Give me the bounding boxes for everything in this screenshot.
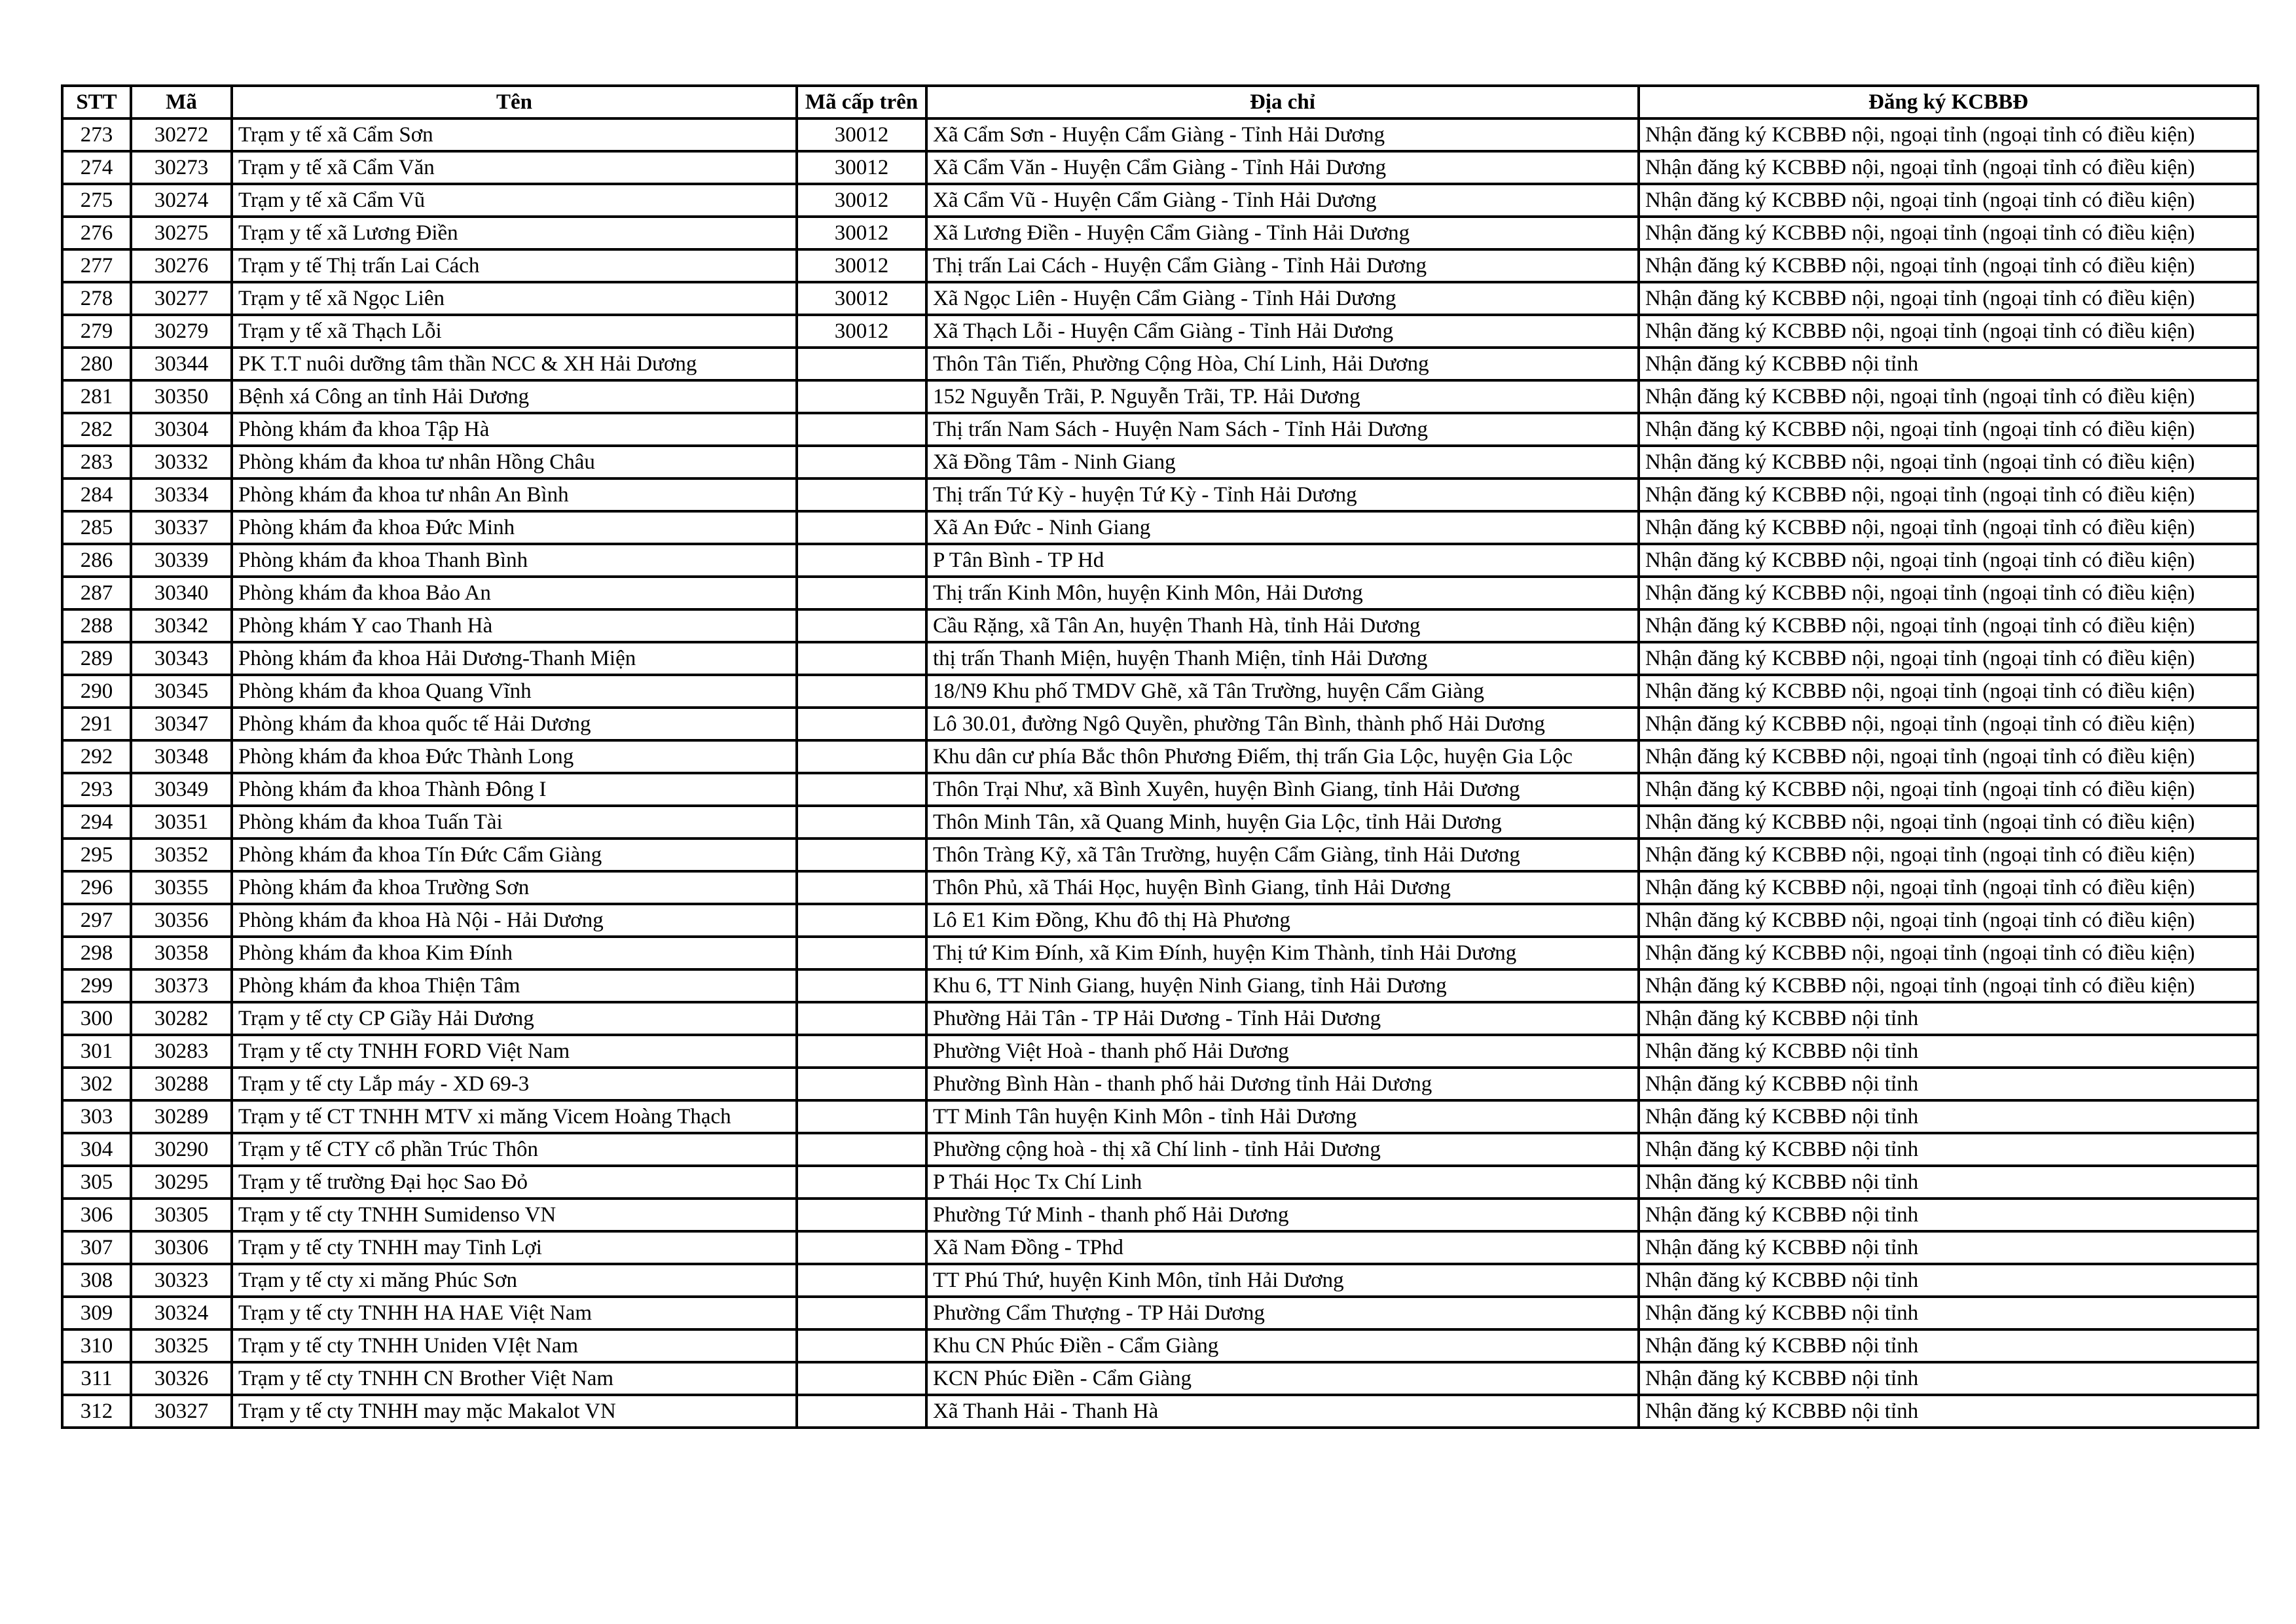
cell-stt: 281: [62, 380, 131, 413]
cell-stt: 286: [62, 544, 131, 577]
cell-dia-chi: Xã An Đức - Ninh Giang: [926, 511, 1639, 544]
cell-stt: 273: [62, 118, 131, 151]
cell-ma-cap-tren: 30012: [797, 249, 926, 282]
cell-dang-ky: Nhận đăng ký KCBBĐ nội, ngoại tỉnh (ngoại tỉnh có điều kiện): [1639, 380, 2258, 413]
cell-dang-ky: Nhận đăng ký KCBBĐ nội, ngoại tỉnh (ngoại tỉnh có điều kiện): [1639, 217, 2258, 249]
cell-dia-chi: Thị trấn Nam Sách - Huyện Nam Sách - Tỉnh Hải Dương: [926, 413, 1639, 446]
cell-stt: 293: [62, 773, 131, 806]
table-row: [62, 315, 2258, 348]
facility-table: [61, 84, 2259, 1429]
cell-stt: 279: [62, 315, 131, 348]
cell-stt: 287: [62, 577, 131, 609]
cell-dang-ky: Nhận đăng ký KCBBĐ nội, ngoại tỉnh (ngoại tỉnh có điều kiện): [1639, 184, 2258, 217]
cell-dang-ky: Nhận đăng ký KCBBĐ nội, ngoại tỉnh (ngoại tỉnh có điều kiện): [1639, 118, 2258, 151]
cell-ma: 30355: [131, 871, 232, 904]
cell-dang-ky: Nhận đăng ký KCBBĐ nội, ngoại tỉnh (ngoại tỉnh có điều kiện): [1639, 609, 2258, 642]
header-ma: Mã: [131, 86, 232, 118]
cell-dang-ky: Nhận đăng ký KCBBĐ nội tỉnh: [1639, 1199, 2258, 1231]
cell-stt: 296: [62, 871, 131, 904]
cell-stt: 292: [62, 740, 131, 773]
cell-ten: Trạm y tế cty TNHH HA HAE Việt Nam: [232, 1297, 797, 1329]
cell-dang-ky: Nhận đăng ký KCBBĐ nội, ngoại tỉnh (ngoại tỉnh có điều kiện): [1639, 871, 2258, 904]
cell-dia-chi: Phường Việt Hoà - thanh phố Hải Dương: [926, 1035, 1639, 1068]
cell-dia-chi: Xã Đồng Tâm - Ninh Giang: [926, 446, 1639, 478]
cell-dia-chi: Thị trấn Kinh Môn, huyện Kinh Môn, Hải Dương: [926, 577, 1639, 609]
table-row: [62, 1297, 2258, 1329]
cell-stt: 311: [62, 1362, 131, 1395]
cell-dang-ky: Nhận đăng ký KCBBĐ nội tỉnh: [1639, 1002, 2258, 1035]
cell-dang-ky: Nhận đăng ký KCBBĐ nội tỉnh: [1639, 1264, 2258, 1297]
cell-dang-ky: Nhận đăng ký KCBBĐ nội, ngoại tỉnh (ngoại tỉnh có điều kiện): [1639, 675, 2258, 708]
cell-dia-chi: Xã Nam Đồng - TPhd: [926, 1231, 1639, 1264]
cell-dang-ky: Nhận đăng ký KCBBĐ nội, ngoại tỉnh (ngoại tỉnh có điều kiện): [1639, 446, 2258, 478]
cell-ma-cap-tren: [797, 1362, 926, 1395]
cell-ten: Phòng khám đa khoa Kim Đính: [232, 937, 797, 969]
cell-ma-cap-tren: [797, 413, 926, 446]
cell-ten: Phòng khám đa khoa Thiện Tâm: [232, 969, 797, 1002]
cell-ma: 30288: [131, 1068, 232, 1100]
table-row: [62, 708, 2258, 740]
cell-ma: 30340: [131, 577, 232, 609]
table-row: [62, 282, 2258, 315]
cell-ma-cap-tren: [797, 773, 926, 806]
cell-ma: 30295: [131, 1166, 232, 1199]
table-row: [62, 773, 2258, 806]
cell-dia-chi: TT Phú Thứ, huyện Kinh Môn, tỉnh Hải Dương: [926, 1264, 1639, 1297]
table-row: [62, 511, 2258, 544]
cell-stt: 298: [62, 937, 131, 969]
table-row: [62, 675, 2258, 708]
cell-ma-cap-tren: [797, 1002, 926, 1035]
cell-ten: Phòng khám đa khoa Bảo An: [232, 577, 797, 609]
cell-dia-chi: Thị trấn Tứ Kỳ - huyện Tứ Kỳ - Tỉnh Hải Dương: [926, 478, 1639, 511]
cell-ten: Trạm y tế cty TNHH may Tinh Lợi: [232, 1231, 797, 1264]
cell-dang-ky: Nhận đăng ký KCBBĐ nội tỉnh: [1639, 1395, 2258, 1428]
cell-dia-chi: 152 Nguyễn Trãi, P. Nguyễn Trãi, TP. Hải Dương: [926, 380, 1639, 413]
cell-dia-chi: Lô E1 Kim Đồng, Khu đô thị Hà Phương: [926, 904, 1639, 937]
table-row: [62, 839, 2258, 871]
cell-dia-chi: Phường Tứ Minh - thanh phố Hải Dương: [926, 1199, 1639, 1231]
cell-stt: 285: [62, 511, 131, 544]
cell-ma-cap-tren: [797, 544, 926, 577]
cell-dang-ky: Nhận đăng ký KCBBĐ nội, ngoại tỉnh (ngoại tỉnh có điều kiện): [1639, 839, 2258, 871]
cell-stt: 301: [62, 1035, 131, 1068]
cell-dang-ky: Nhận đăng ký KCBBĐ nội, ngoại tỉnh (ngoại tỉnh có điều kiện): [1639, 642, 2258, 675]
cell-stt: 302: [62, 1068, 131, 1100]
cell-ten: Trạm y tế xã Cẩm Sơn: [232, 118, 797, 151]
table-row: [62, 478, 2258, 511]
cell-dang-ky: Nhận đăng ký KCBBĐ nội, ngoại tỉnh (ngoại tỉnh có điều kiện): [1639, 904, 2258, 937]
cell-ten: Phòng khám đa khoa Hải Dương-Thanh Miện: [232, 642, 797, 675]
cell-dia-chi: Lô 30.01, đường Ngô Quyền, phường Tân Bình, thành phố Hải Dương: [926, 708, 1639, 740]
cell-ma-cap-tren: [797, 1166, 926, 1199]
header-ma-cap-tren: Mã cấp trên: [797, 86, 926, 118]
cell-ten: Trạm y tế xã Cẩm Văn: [232, 151, 797, 184]
table-body: [62, 118, 2258, 1428]
table-row: [62, 118, 2258, 151]
cell-ma: 30358: [131, 937, 232, 969]
table-row: [62, 1199, 2258, 1231]
cell-dia-chi: Khu 6, TT Ninh Giang, huyện Ninh Giang, tỉnh Hải Dương: [926, 969, 1639, 1002]
cell-dang-ky: Nhận đăng ký KCBBĐ nội tỉnh: [1639, 1231, 2258, 1264]
cell-stt: 297: [62, 904, 131, 937]
cell-dang-ky: Nhận đăng ký KCBBĐ nội, ngoại tỉnh (ngoại tỉnh có điều kiện): [1639, 937, 2258, 969]
cell-dang-ky: Nhận đăng ký KCBBĐ nội, ngoại tỉnh (ngoại tỉnh có điều kiện): [1639, 544, 2258, 577]
table-row: [62, 871, 2258, 904]
cell-ten: Trạm y tế xã Thạch Lỗi: [232, 315, 797, 348]
table-row: [62, 217, 2258, 249]
cell-ma-cap-tren: [797, 675, 926, 708]
cell-ma-cap-tren: 30012: [797, 217, 926, 249]
cell-dia-chi: Xã Cẩm Vũ - Huyện Cẩm Giàng - Tỉnh Hải Dương: [926, 184, 1639, 217]
cell-ten: Trạm y tế cty TNHH CN Brother Việt Nam: [232, 1362, 797, 1395]
cell-ten: Bệnh xá Công an tỉnh Hải Dương: [232, 380, 797, 413]
cell-ten: Phòng khám đa khoa tư nhân Hồng Châu: [232, 446, 797, 478]
cell-stt: 289: [62, 642, 131, 675]
cell-ten: Trạm y tế cty TNHH Uniden VIệt Nam: [232, 1329, 797, 1362]
cell-ten: Phòng khám đa khoa Quang Vĩnh: [232, 675, 797, 708]
cell-ma-cap-tren: [797, 1264, 926, 1297]
cell-ma: 30351: [131, 806, 232, 839]
cell-dang-ky: Nhận đăng ký KCBBĐ nội tỉnh: [1639, 1133, 2258, 1166]
cell-ma: 30273: [131, 151, 232, 184]
cell-ma: 30282: [131, 1002, 232, 1035]
cell-ma: 30344: [131, 348, 232, 380]
cell-dia-chi: TT Minh Tân huyện Kinh Môn - tỉnh Hải Dương: [926, 1100, 1639, 1133]
cell-dang-ky: Nhận đăng ký KCBBĐ nội, ngoại tỉnh (ngoại tỉnh có điều kiện): [1639, 315, 2258, 348]
cell-ten: Phòng khám đa khoa Đức Minh: [232, 511, 797, 544]
cell-dia-chi: P Thái Học Tx Chí Linh: [926, 1166, 1639, 1199]
header-row: [62, 86, 2258, 118]
cell-stt: 310: [62, 1329, 131, 1362]
table-row: [62, 1231, 2258, 1264]
cell-dia-chi: Xã Thanh Hải - Thanh Hà: [926, 1395, 1639, 1428]
cell-ma-cap-tren: [797, 1297, 926, 1329]
cell-ma-cap-tren: [797, 904, 926, 937]
cell-ma-cap-tren: [797, 1199, 926, 1231]
cell-ten: Phòng khám đa khoa Tập Hà: [232, 413, 797, 446]
cell-dia-chi: Thôn Phủ, xã Thái Học, huyện Bình Giang, tỉnh Hải Dương: [926, 871, 1639, 904]
cell-dang-ky: Nhận đăng ký KCBBĐ nội, ngoại tỉnh (ngoại tỉnh có điều kiện): [1639, 773, 2258, 806]
cell-stt: 282: [62, 413, 131, 446]
cell-ma-cap-tren: [797, 1395, 926, 1428]
cell-ten: Phòng khám đa khoa Thành Đông I: [232, 773, 797, 806]
cell-stt: 309: [62, 1297, 131, 1329]
cell-stt: 303: [62, 1100, 131, 1133]
cell-dang-ky: Nhận đăng ký KCBBĐ nội tỉnh: [1639, 1329, 2258, 1362]
cell-stt: 283: [62, 446, 131, 478]
cell-ma: 30277: [131, 282, 232, 315]
cell-dang-ky: Nhận đăng ký KCBBĐ nội, ngoại tỉnh (ngoại tỉnh có điều kiện): [1639, 413, 2258, 446]
cell-ma: 30342: [131, 609, 232, 642]
cell-dia-chi: Thị trấn Lai Cách - Huyện Cẩm Giàng - Tỉnh Hải Dương: [926, 249, 1639, 282]
cell-ma: 30347: [131, 708, 232, 740]
cell-ma-cap-tren: 30012: [797, 315, 926, 348]
cell-ma-cap-tren: [797, 511, 926, 544]
table-row: [62, 1035, 2258, 1068]
cell-ma: 30272: [131, 118, 232, 151]
cell-ma-cap-tren: [797, 1068, 926, 1100]
cell-ma: 30348: [131, 740, 232, 773]
cell-stt: 284: [62, 478, 131, 511]
cell-ma: 30324: [131, 1297, 232, 1329]
cell-stt: 305: [62, 1166, 131, 1199]
cell-ten: Phòng khám đa khoa Thanh Bình: [232, 544, 797, 577]
cell-ten: Trạm y tế cty TNHH may mặc Makalot VN: [232, 1395, 797, 1428]
cell-ten: Trạm y tế xã Lương Điền: [232, 217, 797, 249]
cell-dia-chi: Xã Cẩm Sơn - Huyện Cẩm Giàng - Tỉnh Hải Dương: [926, 118, 1639, 151]
cell-dang-ky: Nhận đăng ký KCBBĐ nội, ngoại tỉnh (ngoại tỉnh có điều kiện): [1639, 969, 2258, 1002]
cell-ma: 30339: [131, 544, 232, 577]
table-row: [62, 1002, 2258, 1035]
cell-dang-ky: Nhận đăng ký KCBBĐ nội tỉnh: [1639, 1166, 2258, 1199]
table-row: [62, 446, 2258, 478]
cell-ma-cap-tren: 30012: [797, 151, 926, 184]
cell-ma-cap-tren: [797, 478, 926, 511]
cell-ten: Trạm y tế cty xi măng Phúc Sơn: [232, 1264, 797, 1297]
table-row: [62, 1264, 2258, 1297]
cell-stt: 295: [62, 839, 131, 871]
cell-dang-ky: Nhận đăng ký KCBBĐ nội, ngoại tỉnh (ngoại tỉnh có điều kiện): [1639, 249, 2258, 282]
table-row: [62, 609, 2258, 642]
cell-dang-ky: Nhận đăng ký KCBBĐ nội tỉnh: [1639, 1068, 2258, 1100]
cell-dang-ky: Nhận đăng ký KCBBĐ nội tỉnh: [1639, 348, 2258, 380]
cell-dang-ky: Nhận đăng ký KCBBĐ nội tỉnh: [1639, 1297, 2258, 1329]
cell-ma-cap-tren: [797, 348, 926, 380]
cell-ten: PK T.T nuôi dưỡng tâm thần NCC & XH Hải Dương: [232, 348, 797, 380]
table-row: [62, 544, 2258, 577]
cell-dia-chi: Phường cộng hoà - thị xã Chí linh - tỉnh Hải Dương: [926, 1133, 1639, 1166]
cell-ten: Phòng khám đa khoa Trường Sơn: [232, 871, 797, 904]
cell-ma-cap-tren: [797, 1133, 926, 1166]
cell-ma-cap-tren: [797, 1329, 926, 1362]
cell-dia-chi: Thôn Minh Tân, xã Quang Minh, huyện Gia Lộc, tỉnh Hải Dương: [926, 806, 1639, 839]
table-row: [62, 904, 2258, 937]
cell-ma-cap-tren: [797, 708, 926, 740]
table-row: [62, 1329, 2258, 1362]
cell-dia-chi: Xã Lương Điền - Huyện Cẩm Giàng - Tỉnh Hải Dương: [926, 217, 1639, 249]
cell-ten: Trạm y tế trường Đại học Sao Đỏ: [232, 1166, 797, 1199]
cell-ma: 30334: [131, 478, 232, 511]
cell-ten: Trạm y tế xã Ngọc Liên: [232, 282, 797, 315]
cell-dang-ky: Nhận đăng ký KCBBĐ nội tỉnh: [1639, 1100, 2258, 1133]
cell-dang-ky: Nhận đăng ký KCBBĐ nội, ngoại tỉnh (ngoại tỉnh có điều kiện): [1639, 740, 2258, 773]
cell-ten: Phòng khám đa khoa Tuấn Tài: [232, 806, 797, 839]
table-row: [62, 249, 2258, 282]
cell-dia-chi: Thôn Tân Tiến, Phường Cộng Hòa, Chí Linh, Hải Dương: [926, 348, 1639, 380]
cell-ma: 30323: [131, 1264, 232, 1297]
cell-stt: 277: [62, 249, 131, 282]
cell-ma-cap-tren: [797, 1100, 926, 1133]
cell-ten: Trạm y tế xã Cẩm Vũ: [232, 184, 797, 217]
cell-stt: 290: [62, 675, 131, 708]
cell-ma: 30326: [131, 1362, 232, 1395]
cell-stt: 307: [62, 1231, 131, 1264]
table-row: [62, 806, 2258, 839]
cell-ma: 30337: [131, 511, 232, 544]
cell-ten: Phòng khám đa khoa Hà Nội - Hải Dương: [232, 904, 797, 937]
cell-ma: 30305: [131, 1199, 232, 1231]
cell-stt: 300: [62, 1002, 131, 1035]
cell-ma: 30283: [131, 1035, 232, 1068]
cell-stt: 291: [62, 708, 131, 740]
table-row: [62, 1166, 2258, 1199]
cell-ma: 30332: [131, 446, 232, 478]
cell-ten: Phòng khám đa khoa Đức Thành Long: [232, 740, 797, 773]
cell-ma: 30349: [131, 773, 232, 806]
cell-stt: 280: [62, 348, 131, 380]
cell-ma-cap-tren: [797, 969, 926, 1002]
cell-ma-cap-tren: [797, 1231, 926, 1264]
cell-ten: Phòng khám Y cao Thanh Hà: [232, 609, 797, 642]
table-row: [62, 380, 2258, 413]
table-row: [62, 1133, 2258, 1166]
cell-stt: 312: [62, 1395, 131, 1428]
table-row: [62, 1068, 2258, 1100]
cell-dia-chi: Thị tứ Kim Đính, xã Kim Đính, huyện Kim Thành, tỉnh Hải Dương: [926, 937, 1639, 969]
header-ten: Tên: [232, 86, 797, 118]
cell-ten: Trạm y tế CTY cổ phần Trúc Thôn: [232, 1133, 797, 1166]
cell-dia-chi: Xã Ngọc Liên - Huyện Cẩm Giàng - Tỉnh Hải Dương: [926, 282, 1639, 315]
cell-stt: 304: [62, 1133, 131, 1166]
cell-dia-chi: Thôn Trại Như, xã Bình Xuyên, huyện Bình Giang, tỉnh Hải Dương: [926, 773, 1639, 806]
cell-stt: 299: [62, 969, 131, 1002]
cell-ma-cap-tren: [797, 1035, 926, 1068]
cell-dang-ky: Nhận đăng ký KCBBĐ nội, ngoại tỉnh (ngoại tỉnh có điều kiện): [1639, 577, 2258, 609]
table-row: [62, 740, 2258, 773]
cell-dia-chi: Khu CN Phúc Điền - Cẩm Giàng: [926, 1329, 1639, 1362]
table-row: [62, 969, 2258, 1002]
cell-dia-chi: Xã Cẩm Văn - Huyện Cẩm Giàng - Tỉnh Hải Dương: [926, 151, 1639, 184]
table-row: [62, 1100, 2258, 1133]
header-dang-ky: Đăng ký KCBBĐ: [1639, 86, 2258, 118]
cell-ma: 30306: [131, 1231, 232, 1264]
cell-ma: 30352: [131, 839, 232, 871]
cell-stt: 306: [62, 1199, 131, 1231]
cell-ma-cap-tren: 30012: [797, 118, 926, 151]
cell-dia-chi: Cầu Rặng, xã Tân An, huyện Thanh Hà, tỉnh Hải Dương: [926, 609, 1639, 642]
cell-ma-cap-tren: [797, 380, 926, 413]
cell-ma-cap-tren: 30012: [797, 282, 926, 315]
cell-ten: Trạm y tế cty CP Giầy Hải Dương: [232, 1002, 797, 1035]
cell-dia-chi: Khu dân cư phía Bắc thôn Phương Điếm, thị trấn Gia Lộc, huyện Gia Lộc: [926, 740, 1639, 773]
cell-ma: 30373: [131, 969, 232, 1002]
cell-ma-cap-tren: [797, 839, 926, 871]
cell-dia-chi: Xã Thạch Lỗi - Huyện Cẩm Giàng - Tỉnh Hải Dương: [926, 315, 1639, 348]
cell-dang-ky: Nhận đăng ký KCBBĐ nội tỉnh: [1639, 1362, 2258, 1395]
cell-dang-ky: Nhận đăng ký KCBBĐ nội tỉnh: [1639, 1035, 2258, 1068]
cell-ma: 30274: [131, 184, 232, 217]
cell-stt: 288: [62, 609, 131, 642]
cell-dang-ky: Nhận đăng ký KCBBĐ nội, ngoại tỉnh (ngoại tỉnh có điều kiện): [1639, 478, 2258, 511]
cell-ma: 30327: [131, 1395, 232, 1428]
cell-dia-chi: Phường Hải Tân - TP Hải Dương - Tỉnh Hải Dương: [926, 1002, 1639, 1035]
cell-ma: 30325: [131, 1329, 232, 1362]
cell-ma-cap-tren: [797, 806, 926, 839]
cell-dang-ky: Nhận đăng ký KCBBĐ nội, ngoại tỉnh (ngoại tỉnh có điều kiện): [1639, 806, 2258, 839]
cell-ten: Trạm y tế cty TNHH Sumidenso VN: [232, 1199, 797, 1231]
cell-ten: Trạm y tế cty TNHH FORD Việt Nam: [232, 1035, 797, 1068]
cell-ma: 30350: [131, 380, 232, 413]
table-row: [62, 348, 2258, 380]
cell-ma: 30275: [131, 217, 232, 249]
cell-ma: 30276: [131, 249, 232, 282]
cell-dia-chi: 18/N9 Khu phố TMDV Ghẽ, xã Tân Trường, huyện Cẩm Giàng: [926, 675, 1639, 708]
table-row: [62, 413, 2258, 446]
cell-ma-cap-tren: [797, 871, 926, 904]
cell-ten: Phòng khám đa khoa Tín Đức Cẩm Giàng: [232, 839, 797, 871]
header-stt: STT: [62, 86, 131, 118]
cell-stt: 294: [62, 806, 131, 839]
cell-dia-chi: thị trấn Thanh Miện, huyện Thanh Miện, tỉnh Hải Dương: [926, 642, 1639, 675]
cell-ma: 30290: [131, 1133, 232, 1166]
cell-ma: 30345: [131, 675, 232, 708]
cell-ten: Phòng khám đa khoa tư nhân An Bình: [232, 478, 797, 511]
table-row: [62, 184, 2258, 217]
cell-ma-cap-tren: [797, 642, 926, 675]
table-row: [62, 937, 2258, 969]
cell-ma: 30356: [131, 904, 232, 937]
cell-ten: Phòng khám đa khoa quốc tế Hải Dương: [232, 708, 797, 740]
cell-dia-chi: KCN Phúc Điền - Cẩm Giàng: [926, 1362, 1639, 1395]
table-row: [62, 577, 2258, 609]
cell-dia-chi: Phường Bình Hàn - thanh phố hải Dương tỉnh Hải Dương: [926, 1068, 1639, 1100]
cell-ma: 30289: [131, 1100, 232, 1133]
cell-ma-cap-tren: [797, 740, 926, 773]
cell-stt: 308: [62, 1264, 131, 1297]
cell-dia-chi: Thôn Tràng Kỹ, xã Tân Trường, huyện Cẩm Giàng, tỉnh Hải Dương: [926, 839, 1639, 871]
cell-ten: Trạm y tế CT TNHH MTV xi măng Vicem Hoàng Thạch: [232, 1100, 797, 1133]
cell-dia-chi: P Tân Bình - TP Hd: [926, 544, 1639, 577]
cell-ma-cap-tren: [797, 609, 926, 642]
cell-stt: 274: [62, 151, 131, 184]
cell-ten: Trạm y tế cty Lắp máy - XD 69-3: [232, 1068, 797, 1100]
cell-dang-ky: Nhận đăng ký KCBBĐ nội, ngoại tỉnh (ngoại tỉnh có điều kiện): [1639, 151, 2258, 184]
table-row: [62, 151, 2258, 184]
cell-stt: 278: [62, 282, 131, 315]
cell-dia-chi: Phường Cẩm Thượng - TP Hải Dương: [926, 1297, 1639, 1329]
cell-dang-ky: Nhận đăng ký KCBBĐ nội, ngoại tỉnh (ngoại tỉnh có điều kiện): [1639, 708, 2258, 740]
cell-dang-ky: Nhận đăng ký KCBBĐ nội, ngoại tỉnh (ngoại tỉnh có điều kiện): [1639, 282, 2258, 315]
cell-ten: Trạm y tế Thị trấn Lai Cách: [232, 249, 797, 282]
table-row: [62, 642, 2258, 675]
cell-dang-ky: Nhận đăng ký KCBBĐ nội, ngoại tỉnh (ngoại tỉnh có điều kiện): [1639, 511, 2258, 544]
table-row: [62, 1362, 2258, 1395]
cell-stt: 275: [62, 184, 131, 217]
cell-ma-cap-tren: [797, 577, 926, 609]
cell-ma-cap-tren: [797, 937, 926, 969]
cell-ma: 30304: [131, 413, 232, 446]
cell-ma: 30343: [131, 642, 232, 675]
table-row: [62, 1395, 2258, 1428]
header-dia-chi: Địa chỉ: [926, 86, 1639, 118]
cell-ma-cap-tren: [797, 446, 926, 478]
cell-stt: 276: [62, 217, 131, 249]
cell-ma: 30279: [131, 315, 232, 348]
cell-ma-cap-tren: 30012: [797, 184, 926, 217]
